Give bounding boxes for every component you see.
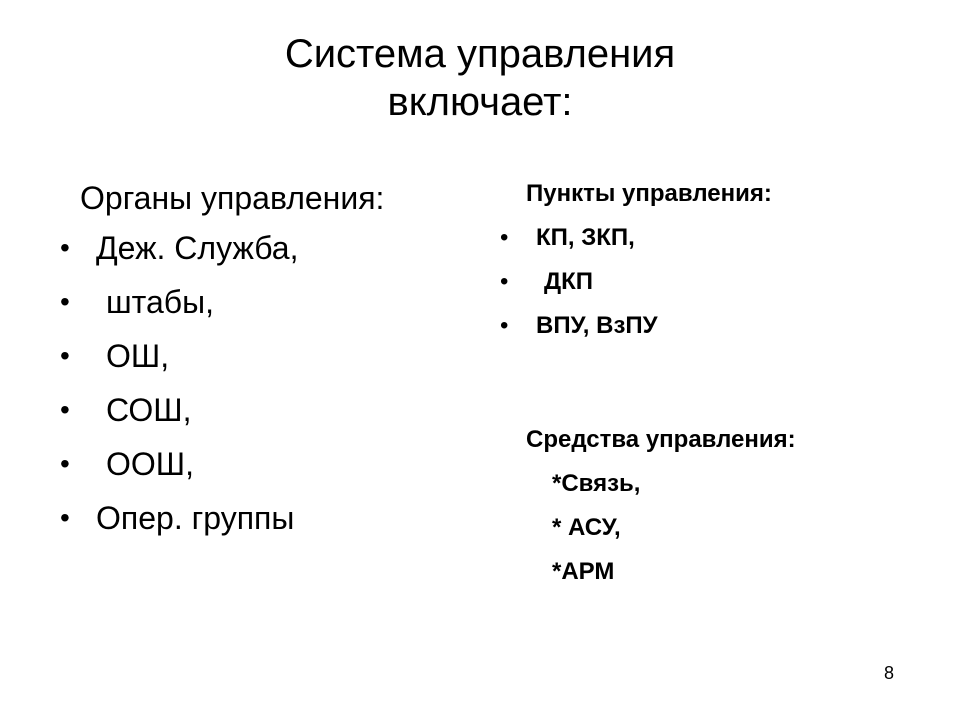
control-means-list [552,468,640,600]
bullet-icon: • [60,448,70,479]
bullet-icon: • [60,340,70,371]
bullet-icon: • [60,286,70,317]
list-item-text: штабы, [106,284,214,320]
list-item: *АРМ [552,558,615,585]
control-points-heading: Пункты управления: [526,180,772,207]
bullet-icon: • [60,502,70,533]
list-item: * АСУ, [552,514,621,541]
page-number: 8 [884,663,895,683]
list-item-text: ОШ, [106,338,170,374]
control-means-heading: Средства управления: [526,426,796,453]
list-item-text: КП, ЗКП, [536,224,635,251]
slide-title [0,30,960,126]
bullet-icon: • [60,394,70,425]
list-item-text: ООШ, [106,446,194,482]
slide-title-line-2: включает: [387,80,573,124]
slide-title-line-1: Система управления [284,32,676,76]
bullet-icon: • [500,268,509,295]
list-item-text: ДКП [544,268,593,295]
governing-bodies-heading: Органы управления: [80,180,385,216]
bullet-icon: • [500,312,509,339]
list-item-text: Опер. группы [96,500,295,536]
list-item-text: ВПУ, ВзПУ [536,312,658,339]
bullet-icon: • [500,224,509,251]
list-item-text: СОШ, [106,392,192,428]
list-item-text: Деж. Служба, [96,230,299,266]
list-item: *Связь, [552,470,641,497]
bullet-icon: • [60,232,70,263]
